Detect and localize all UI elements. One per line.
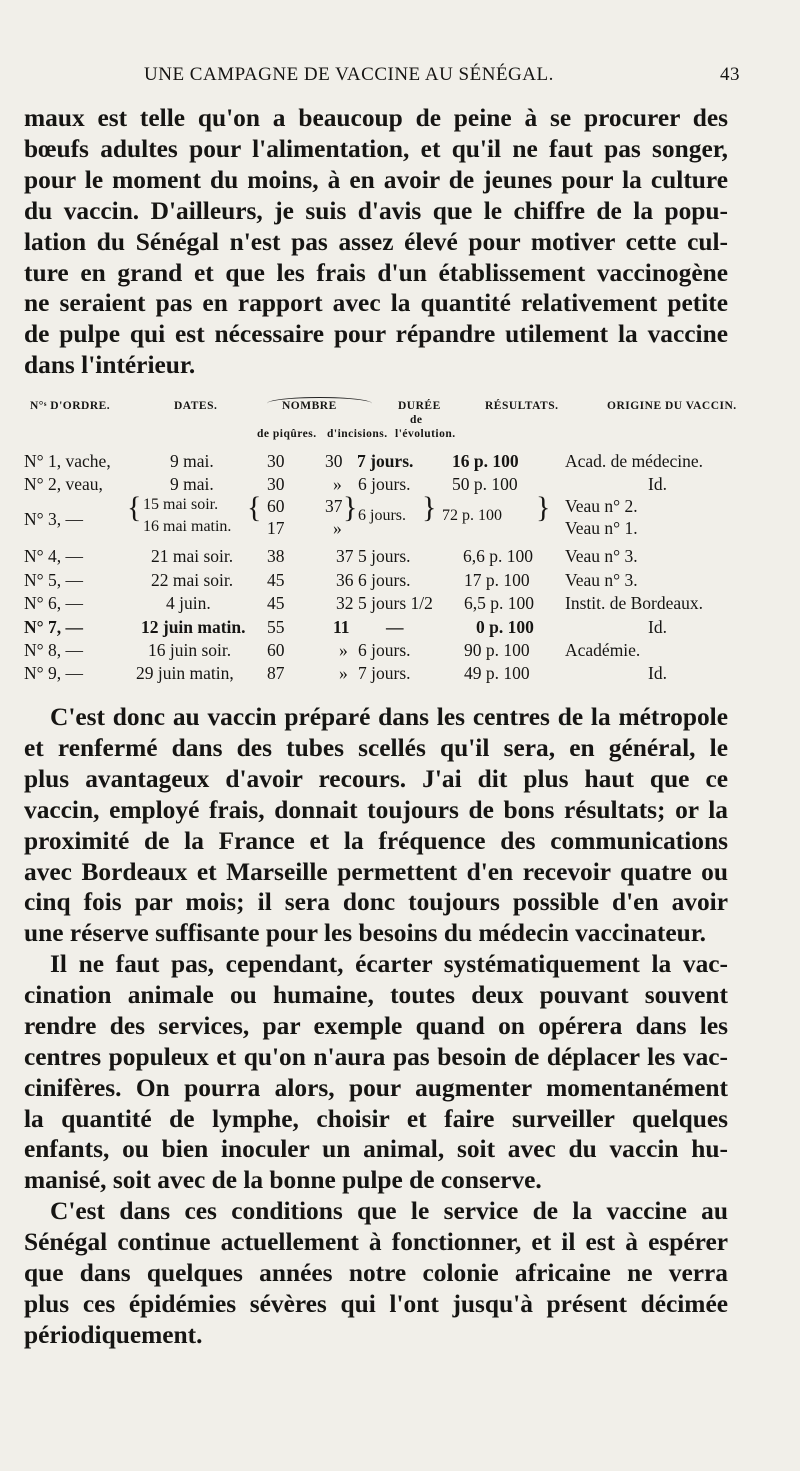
text-line: centres populeux et qu'on n'aura pas besoin de déplacer les vac- [24,1042,728,1071]
text-line: enfants, ou bien inoculer un animal, soit avec du vaccin hu- [24,1135,728,1164]
paragraph-3 [24,949,728,1196]
text-line: avec Bordeaux et Marseille permettent d'en recevoir quatre ou [24,857,728,886]
cell-piqures: 45 [267,593,285,613]
cell-resultat: 50 p. 100 [452,474,518,494]
paragraph-2 [24,702,728,949]
brace-icon: { [127,491,142,524]
text-line: que dans quelques années notre colonie africaine ne verra [24,1258,728,1287]
cell-incisions: 30 [325,451,343,471]
cell-piqures: 17 [267,518,285,538]
cell-piqures: 55 [267,617,285,637]
text-line: de pulpe qui est nécessaire pour répandre utilement la vaccine [24,320,728,349]
brace-icon: } [536,491,551,524]
text-line: maux est telle qu'on a beaucoup de peine à se procurer des [24,104,728,132]
header-incisions: d'incisions. [327,428,388,440]
text-line: ture en grand et que les frais d'un établissement vaccinogène [24,258,728,287]
cell-resultat: 0 p. 100 [476,617,534,637]
running-header [24,64,740,92]
text-line: vaccin, employé frais, donnait toujours de bons résultats; or la [24,795,728,824]
cell-incisions: » [339,640,348,660]
header-ordre: N°ˢ D'ORDRE. [30,400,111,412]
text-line: une réserve suffisante pour les besoins du médecin vaccinateur. [24,919,707,948]
header-duree: DURÉE [398,400,441,412]
cell-date: 9 mai. [170,474,214,494]
cell-piqures: 38 [267,546,285,566]
text-line: cinq fois par mois; il sera donc toujours possible d'en avoir [24,888,728,917]
header-origine: ORIGINE DU VACCIN. [607,400,737,412]
cell-piqures: 60 [267,640,285,660]
cell-date: 9 mai. [170,451,214,471]
text-line: lation du Sénégal n'est pas assez élevé pour motiver cette cul- [24,227,728,256]
cell-duree: 5 jours 1/2 [358,593,433,613]
running-title: UNE CAMPAGNE DE VACCINE AU SÉNÉGAL. [144,64,554,85]
cell-incisions: » [333,474,342,494]
cell-date: 15 mai soir. [143,496,219,513]
cell-incisions: 37 [336,546,354,566]
cell-duree: — [386,617,404,637]
text-line: rendre des services, par exemple quand on opérera dans les [24,1011,728,1040]
cell-date: 4 juin. [166,593,211,613]
text-line: périodiquement. [24,1320,203,1349]
header-piqures: de piqûres. [257,428,317,440]
page-number: 43 [720,64,740,85]
header-de: de [410,414,423,426]
cell-incisions: 36 [336,570,354,590]
cell-origine: Id. [648,663,667,683]
text-line: dans l'intérieur. [24,351,196,380]
text-line: plus ces épidémies sévères qui l'ont jusqu'à présent décimée [24,1289,728,1318]
cell-resultat: 6,5 p. 100 [464,593,534,613]
text-line: pour le moment du moins, à en avoir de jeunes pour la culture [24,165,728,194]
cell-origine: Veau n° 3. [565,546,638,566]
cell-date: 16 mai matin. [143,518,232,535]
cell-incisions: 11 [333,617,350,637]
cell-ordre: N° 8, — [24,640,84,660]
cell-incisions: 37 [325,496,343,516]
cell-origine: Id. [648,617,667,637]
cell-piqures: 87 [267,663,285,683]
cell-date: 12 juin matin. [141,617,246,637]
cell-ordre: N° 6, — [24,593,84,613]
cell-incisions: 32 [336,593,354,613]
header-evolution: l'évolution. [395,428,456,440]
text-line: Il ne faut pas, cependant, écarter systématiquement la vac- [50,950,728,978]
cell-piqures: 30 [267,474,285,494]
cell-duree: 6 jours. [358,570,411,590]
cell-origine: Veau n° 3. [565,570,638,590]
text-line: plus avantageux d'avoir recours. J'ai dit plus haut que ce [24,764,728,793]
text-line: proximité de la France et la fréquence des communications [24,826,728,855]
text-line: bœufs adultes pour l'alimentation, et qu'il ne faut pas songer, [24,134,728,163]
cell-piqures: 45 [267,570,285,590]
header-dates: DATES. [174,400,218,412]
text-line: cinifères. On pourra alors, pour augmenter momentanément [24,1073,728,1102]
cell-ordre: N° 7, — [24,617,84,637]
vaccination-table [24,392,740,682]
brace-icon: } [422,491,437,524]
cell-date: 21 mai soir. [151,546,234,566]
cell-ordre: N° 1, vache, [24,451,111,471]
cell-resultat: 16 p. 100 [452,451,519,471]
cell-origine: Instit. de Bordeaux. [565,593,704,613]
cell-duree: 6 jours. [358,507,406,524]
text-line: C'est donc au vaccin préparé dans les centres de la métropole [50,703,728,731]
cell-duree: 6 jours. [358,474,411,494]
cell-incisions: » [339,663,348,683]
cell-origine: Id. [648,474,667,494]
cell-piqures: 60 [267,496,285,516]
cell-origine: Acad. de médecine. [565,451,703,471]
cell-date: 16 juin soir. [148,640,232,660]
text-line: la quantité de lymphe, choisir et faire surveiller quelques [24,1104,728,1133]
cell-origine: Veau n° 2. [565,496,638,516]
paragraph-4 [24,1196,728,1351]
cell-ordre: N° 2, veau, [24,474,103,494]
text-line: Sénégal continue actuellement à fonctionner, et il est à espérer [24,1227,728,1256]
paragraph-1 [24,103,728,381]
cell-duree: 6 jours. [358,640,411,660]
text-line: et renfermé dans des tubes scellés qu'il sera, en général, le [24,733,728,762]
header-nombre: NOMBRE [282,400,337,412]
cell-ordre: N° 3, — [24,509,84,529]
header-resultats: RÉSULTATS. [485,400,559,412]
cell-resultat: 17 p. 100 [464,570,530,590]
cell-date: 22 mai soir. [151,570,234,590]
cell-date: 29 juin matin, [136,663,234,683]
cell-duree: 7 jours. [358,663,411,683]
text-line: C'est dans ces conditions que le service de la vaccine au [50,1197,728,1225]
brace-icon: { [247,491,262,524]
cell-origine: Académie. [565,640,641,660]
cell-ordre: N° 9, — [24,663,84,683]
cell-duree: 7 jours. [357,451,414,471]
header-brace [267,397,372,410]
cell-ordre: N° 4, — [24,546,84,566]
cell-incisions: » [333,518,342,538]
cell-duree: 5 jours. [358,546,411,566]
text-line: ne seraient pas en rapport avec la quantité relativement petite [24,289,728,318]
brace-icon: } [343,491,358,524]
cell-origine: Veau n° 1. [565,518,638,538]
cell-resultat: 6,6 p. 100 [463,546,533,566]
cell-resultat: 49 p. 100 [464,663,530,683]
cell-ordre: N° 5, — [24,570,84,590]
cell-resultat: 90 p. 100 [464,640,530,660]
cell-piqures: 30 [267,451,285,471]
text-line: cination animale ou humaine, toutes deux pouvant souvent [24,980,728,1009]
text-line: manisé, soit avec de la bonne pulpe de conserve. [24,1166,542,1195]
cell-resultat: 72 p. 100 [442,507,502,524]
text-line: du vaccin. D'ailleurs, je suis d'avis que le chiffre de la popu- [24,196,728,225]
